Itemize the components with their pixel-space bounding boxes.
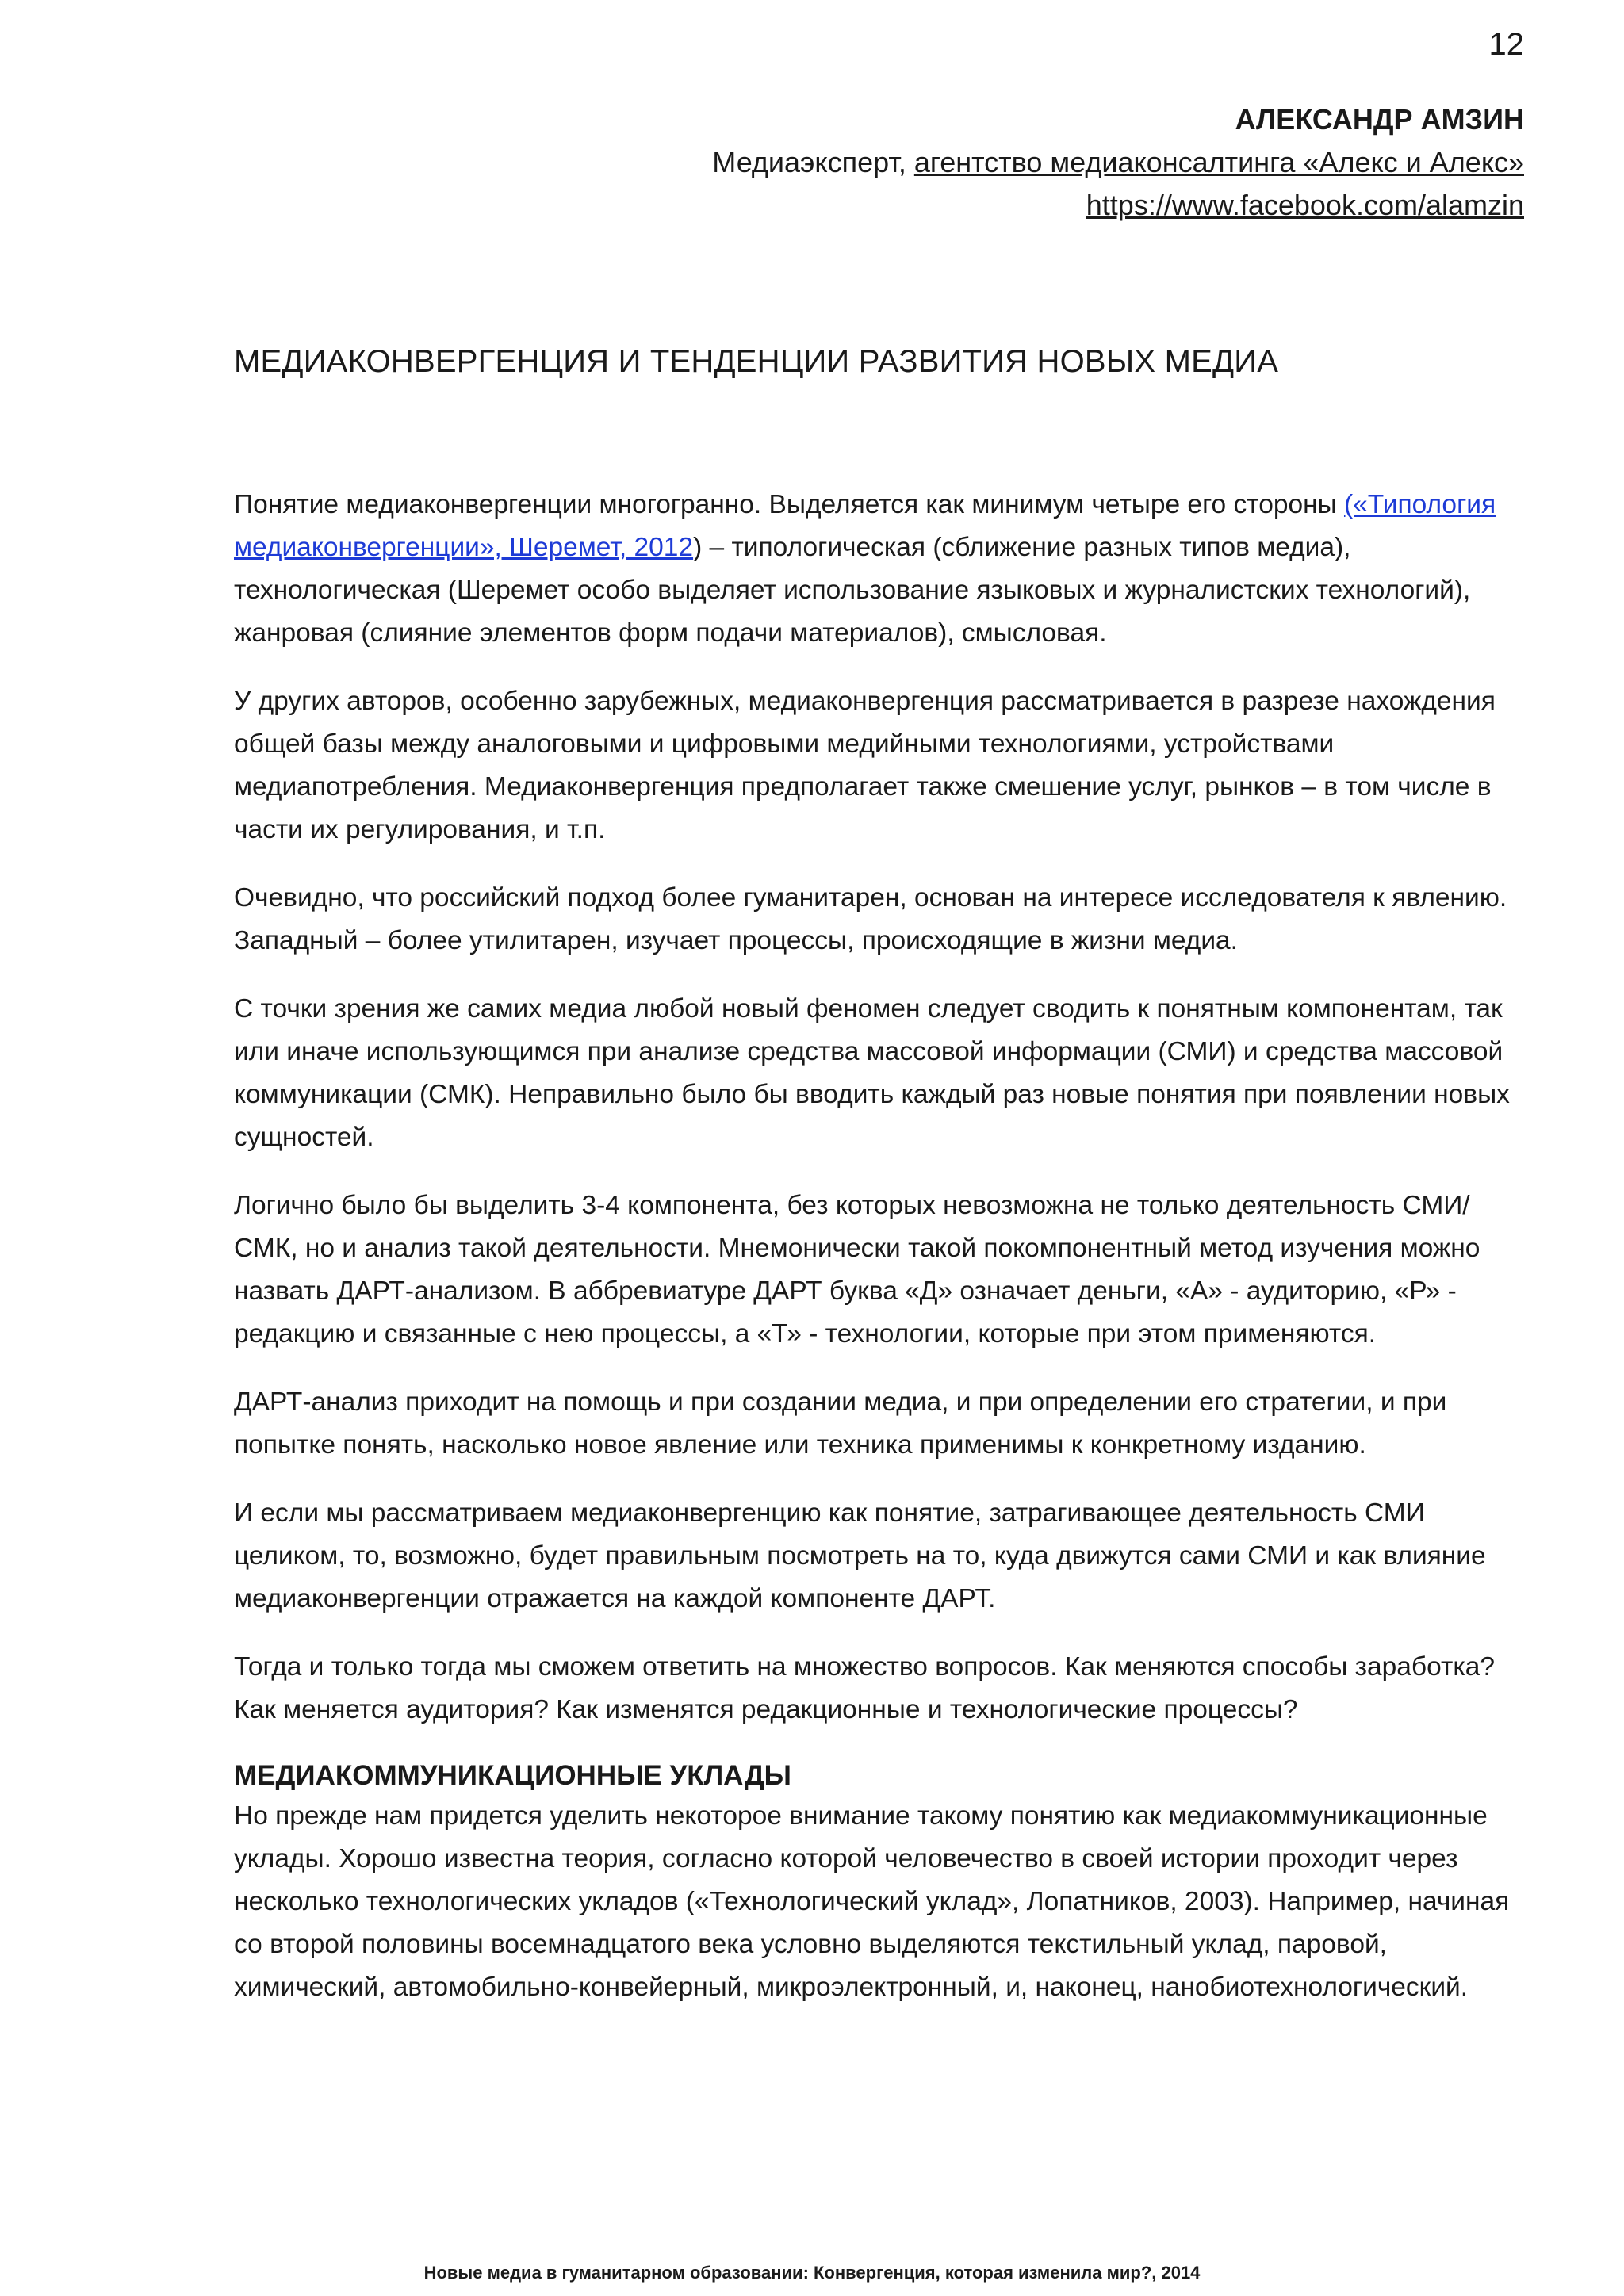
- author-name: АЛЕКСАНДР АМЗИН: [1235, 103, 1524, 136]
- section-heading: МЕДИАКОММУНИКАЦИОННЫЕ УКЛАДЫ: [234, 1760, 791, 1791]
- paragraph-6: ДАРТ-анализ приходит на помощь и при создании медиа, и при определении его стратегии, и при попытке понять, насколько новое явление или техника применимы к конкретному изданию.: [234, 1387, 1447, 1460]
- paragraph-1-rest: ) – типологическая (сближение разных типов медиа), технологическая (Шеремет особо выделяет использование языковых и журналистских технологий), жанровая (слияние элементов форм подачи материалов), смысловая.: [234, 533, 1471, 648]
- paragraph-3: Очевидно, что российский подход более гуманитарен, основан на интересе исследователя к явлению. Западный – более утилитарен, изучает процессы, происходящие в жизни медиа.: [234, 883, 1507, 955]
- paragraph-2: У других авторов, особенно зарубежных, медиаконвергенция рассматривается в разрезе нахождения общей базы между аналоговыми и цифровыми медийными технологиями, устройствами медиапотребления. Медиаконвергенция предполагает также смешение услуг, рынков – в том числе в части их регулирования, и т.п.: [234, 687, 1496, 844]
- author-role: Медиаэксперт,: [712, 146, 914, 178]
- page-footer: Новые медиа в гуманитарном образовании: Конвергенция, которая изменила мир?, 2014: [423, 2263, 1201, 2283]
- paragraph-5: Логично было бы выделить 3-4 компонента, без которых невозможна не только деятельность СМИ/СМК, но и анализ такой деятельности. Мнемонически такой покомпонентный метод изучения можно назвать ДАРТ-анализом. В аббревиатуре ДАРТ буква «Д» означает деньги, «А» - аудиторию, «Р» - редакцию и связанные с нею процессы, а «Т» - технологии, которые при этом применяются.: [234, 1191, 1480, 1349]
- paragraph-1-intro: Понятие медиаконвергенции многогранно. Выделяется как минимум четыре его стороны: [234, 490, 1344, 519]
- author-affiliation: [712, 141, 1524, 184]
- article-body: [234, 484, 1526, 2034]
- paragraph-8: Тогда и только тогда мы сможем ответить на множество вопросов. Как меняются способы заработка? Как меняется аудитория? Как изменятся редакционные и технологические процессы?: [234, 1652, 1495, 1724]
- paragraph-7: И если мы рассматриваем медиаконвергенцию как понятие, затрагивающее деятельность СМИ целиком, то, возможно, будет правильным посмотреть на то, куда движутся сами СМИ и как влияние медиаконвергенции отражается на каждой компоненте ДАРТ.: [234, 1498, 1486, 1613]
- article-title: МЕДИАКОНВЕРГЕНЦИЯ И ТЕНДЕНЦИИ РАЗВИТИЯ НОВЫХ МЕДИА: [234, 344, 1279, 379]
- author-block: [712, 98, 1524, 227]
- citation-link[interactable]: («Типология медиаконвергенции», Шеремет, 2012: [234, 490, 1496, 562]
- author-facebook-link[interactable]: https://www.facebook.com/alamzin: [1086, 189, 1524, 221]
- paragraph-4: С точки зрения же самих медиа любой новый феномен следует сводить к понятным компонентам, так или иначе использующимся при анализе средства массовой информации (СМИ) и средства массовой коммуникации (СМК). Неправильно было бы вводить каждый раз новые понятия при появлении новых сущностей.: [234, 994, 1510, 1152]
- agency-link[interactable]: агентство медиаконсалтинга «Алекс и Алекс»: [914, 146, 1524, 178]
- page-number: 12: [1488, 27, 1524, 62]
- paragraph-1: [234, 484, 1526, 655]
- section-paragraph-1: Но прежде нам придется уделить некоторое внимание такому понятию как медиакоммуникационные уклады. Хорошо известна теория, согласно которой человечество в своей истории проходит через несколько технологических укладов («Технологический уклад», Лопатников, 2003). Например, начиная со второй половины восемнадцатого века условно выделяются текстильный уклад, паровой, химический, автомобильно-конвейерный, микроэлектронный, и, наконец, нанобиотехнологический.: [234, 1801, 1510, 2002]
